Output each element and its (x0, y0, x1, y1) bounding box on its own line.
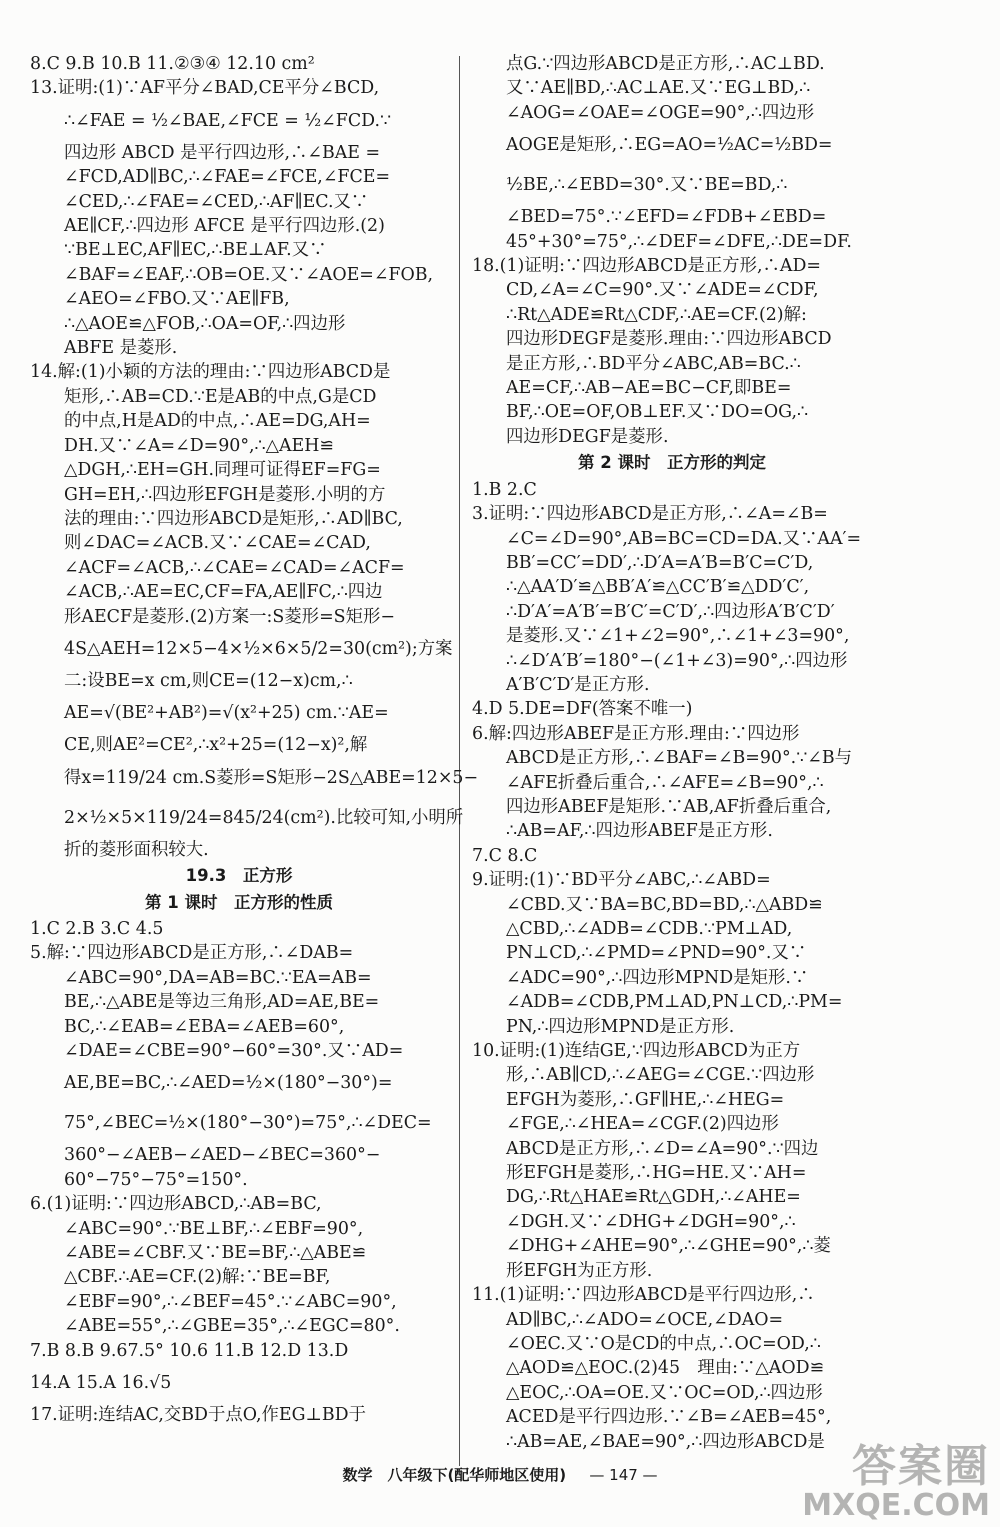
answer-line: 7.C 8.C (472, 845, 538, 866)
answer-line: 折的菱形面积较大. (64, 839, 209, 860)
answer-line: BB′=CC′=DD′,∴D′A=A′B=B′C=C′D, (506, 552, 814, 573)
answer-line: ∵BE⊥EC,AF∥EC,∴BE⊥AF.又∵ (64, 240, 327, 261)
answer-line: AOGE是矩形,∴EG=AO=½AC=½BD= (506, 135, 833, 156)
answer-line: 形EFGH为正方形. (506, 1260, 653, 1281)
answer-line: ∴∠D′A′B′=180°−(∠1+∠3)=90°,∴四边形 (506, 650, 848, 671)
answer-line: 点G.∵四边形ABCD是正方形,∴AC⊥BD. (506, 54, 825, 74)
answer-line: 360°−∠AEB−∠AED−∠BEC=360°− (64, 1145, 381, 1166)
answer-line: 45°+30°=75°,∴∠DEF=∠DFE,∴DE=DF. (506, 231, 852, 252)
answer-line: CE,则AE²=CE²,∴x²+25=(12−x)²,解 (64, 735, 368, 756)
lesson2-title: 第 2 课时 正方形的判定 (578, 453, 766, 473)
answer-line: △CBD,∴∠ADB=∠CDB.∵PM⊥AD, (506, 919, 793, 939)
answer-line: BF,∴OE=OF,OB⊥EF.又∵DO=OG,∴ (506, 402, 809, 423)
answer-line: ∴∠FAE = ½∠BAE,∠FCE = ½∠FCD.∵ (64, 110, 392, 131)
answer-line: ∠AOG=∠OAE=∠OGE=90°,∴四边形 (506, 102, 815, 123)
answer-line: ABFE 是菱形. (64, 338, 178, 359)
answer-line: △AOD≌△EOC.(2)45 理由:∵△AOD≌ (506, 1358, 825, 1379)
answer-line: ½BE,∴∠EBD=30°.又∵BE=BD,∴ (506, 175, 788, 196)
answer-line: PN⊥CD,∴∠PMD=∠PND=90°.又∵ (506, 943, 807, 964)
answer-line: 14.A 15.A 16.√5 (30, 1373, 172, 1394)
answer-line: 是菱形.又∵∠1+∠2=90°,∴∠1+∠3=90°, (506, 626, 850, 647)
answer-line: ∠BAF=∠EAF,∴OB=OE.又∵∠AOE=∠FOB, (64, 264, 434, 285)
answer-line: ∠DAE=∠CBE=90°−60°=30°.又∵AD= (64, 1041, 404, 1061)
answer-line: 7.B 8.B 9.67.5° 10.6 11.B 12.D 13.D (30, 1340, 349, 1361)
answer-line: 9.证明:(1)∵BD平分∠ABC,∴∠ABD= (472, 870, 771, 891)
answer-line: 2×½×5×119/24=845/24(cm²).比较可知,小明所 (64, 807, 464, 828)
answer-line: AE∥CF,∴四边形 AFCE 是平行四边形.(2) (64, 216, 385, 237)
answer-line: CD,∠A=∠C=90°.又∵∠ADE=∠CDF, (506, 280, 819, 301)
answer-line: ∠EBF=90°,∴∠BEF=45°.∵∠ABC=90°, (64, 1291, 397, 1312)
answer-line: 是正方形,∴BD平分∠ABC,AB=BC.∴ (506, 353, 801, 374)
answer-line: ∠ABE=55°,∴∠GBE=35°,∴∠EGC=80°. (64, 1316, 400, 1337)
answer-line: 四边形ABEF是矩形.∵AB,AF折叠后重合, (506, 796, 832, 817)
answer-line: ∠ABC=90°.∵BE⊥BF,∴∠EBF=90°, (64, 1218, 364, 1239)
answer-line: 则∠DAC=∠ACB.又∵∠CAE=∠CAD, (64, 533, 371, 554)
answer-line: GH=EH,∴四边形EFGH是菱形.小明的方 (64, 484, 386, 505)
answer-line: ∠CBD.又∵BA=BC,BD=BD,∴△ABD≌ (506, 894, 823, 915)
footer-subject: 数学 八年级下(配华师地区使用) (342, 1466, 567, 1484)
answer-line: ∴AB=AF,∴四边形ABEF是正方形. (506, 821, 773, 842)
lesson1-title: 第 1 课时 正方形的性质 (145, 892, 333, 912)
watermark-line2: MXQE.COM (802, 1488, 990, 1523)
answer-line: ∴△AA′D′≌△BB′A′≌△CC′B′≌△DD′C′, (506, 577, 810, 598)
answer-line: AE=√(BE²+AB²)=√(x²+25) cm.∵AE= (64, 703, 389, 724)
right-column (472, 52, 872, 1454)
answer-line: ∠BED=75°.∵∠EFD=∠FDB+∠EBD= (506, 207, 827, 228)
answer-line: 4S△AEH=12×5−4×½×6×5/2=30(cm²);方案 (64, 638, 453, 659)
answer-line: ∠AEO=∠FBO.又∵AE∥FB, (64, 289, 290, 310)
answer-line: △DGH,∴EH=GH.同理可证得EF=FG= (64, 460, 381, 481)
section-title: 19.3 正方形 (185, 866, 293, 886)
answer-line: 矩形,∴AB=CD.∵E是AB的中点,G是CD (64, 386, 377, 407)
answer-line: 13.证明:(1)∵AF平分∠BAD,CE平分∠BCD, (30, 78, 380, 99)
answer-line: AD∥BC,∴∠ADO=∠OCE,∠DAO= (506, 1309, 784, 1330)
answer-line: DG,∴Rt△HAE≌Rt△GDH,∴∠AHE= (506, 1187, 801, 1208)
answer-line: 14.解:(1)小颖的方法的理由:∵四边形ABCD是 (30, 362, 391, 383)
watermark-logo (802, 1430, 990, 1523)
answer-line: ∠DHG+∠AHE=90°,∴∠GHE=90°,∴菱 (506, 1236, 831, 1257)
answer-line: ACED是平行四边形.∵∠B=∠AEB=45°, (506, 1407, 832, 1428)
left-column (30, 52, 479, 1427)
answer-line: ∠FCD,AD∥BC,∴∠FAE=∠FCE,∠FCE= (64, 167, 391, 188)
answer-line: 形EFGH是菱形,∴HG=HE.又∵AH= (506, 1163, 807, 1184)
answer-line: 形AECF是菱形.(2)方案一:S菱形=S矩形− (64, 606, 395, 627)
answer-line: A′B′C′D′是正方形. (506, 674, 650, 695)
answer-line: ∠ACF=∠ACB,∴∠CAE=∠CAD=∠ACF= (64, 557, 405, 578)
page-number: — 147 — (589, 1466, 658, 1484)
answer-line: 5.解:∵四边形ABCD是正方形,∴∠DAB= (30, 943, 354, 964)
answer-line: ABCD是正方形,∴∠D=∠A=90°.∵四边 (506, 1138, 819, 1159)
answer-line: ABCD是正方形,∴∠BAF=∠B=90°.∵∠B与 (506, 748, 853, 769)
answer-line: ∠ADC=90°,∴四边形MPND是矩形.∵ (506, 967, 809, 988)
answer-line: ∠C=∠D=90°,AB=BC=CD=DA.又∵AA′= (506, 528, 862, 549)
answer-line: △EOC,∴OA=OE.又∵OC=OD,∴四边形 (506, 1382, 823, 1403)
answer-line: 60°−75°−75°=150°. (64, 1169, 248, 1190)
answer-line: 又∵AE∥BD,∴AC⊥AE.又∵EG⊥BD,∴ (506, 78, 811, 99)
answer-line: AE,BE=BC,∴∠AED=½×(180°−30°)= (64, 1073, 393, 1094)
answer-line: ∠CED,∴∠FAE=∠CED,∴AF∥EC.又∵ (64, 191, 369, 212)
answer-line: ∴Rt△ADE≌Rt△CDF,∴AE=CF.(2)解: (506, 304, 807, 325)
answer-line: BE,∴△ABE是等边三角形,AD=AE,BE= (64, 992, 380, 1013)
answer-line: 法的理由:∵四边形ABCD是矩形,∴AD∥BC, (64, 508, 403, 529)
answer-line: 二:设BE=x cm,则CE=(12−x)cm,∴ (64, 670, 353, 691)
answer-line: 75°,∠BEC=½×(180°−30°)=75°,∴∠DEC= (64, 1113, 432, 1134)
answer-line: 6.解:四边形ABEF是正方形.理由:∵四边形 (472, 723, 800, 744)
answer-line: ∠AFE折叠后重合,∴∠AFE=∠B=90°,∴ (506, 772, 824, 793)
answer-line: DH.又∵∠A=∠D=90°,∴△AEH≌ (64, 435, 334, 456)
answer-line: 4.D 5.DE=DF(答案不唯一) (472, 699, 693, 720)
answer-line: 6.(1)证明:∵四边形ABCD,∴AB=BC, (30, 1194, 322, 1215)
answer-line: 11.(1)证明:∵四边形ABCD是平行四边形,∴ (472, 1285, 815, 1306)
answer-line: 四边形DEGF是菱形. (506, 426, 669, 447)
answer-line: AE=CF,∴AB−AE=BC−CF,即BE= (506, 378, 792, 399)
answer-line: 得x=119/24 cm.S菱形=S矩形−2S△ABE=12×5− (64, 767, 479, 788)
answer-line: 18.(1)证明:∵四边形ABCD是正方形,∴AD= (472, 256, 821, 277)
answer-line: 10.证明:(1)连结GE,∵四边形ABCD为正方 (472, 1041, 801, 1062)
answer-line: 四边形DEGF是菱形.理由:∵四边形ABCD (506, 329, 832, 350)
answer-line: ∠ABE=∠CBF.又∵BE=BF,∴△ABE≌ (64, 1243, 367, 1264)
answer-line: 的中点,H是AD的中点,∴AE=DG,AH= (64, 411, 371, 432)
answer-line: ∠FGE,∴∠HEA=∠CGF.(2)四边形 (506, 1114, 779, 1135)
answer-line: ∠ABC=90°,DA=AB=BC.∵EA=AB= (64, 967, 372, 988)
answer-line: ∴AB=AE,∠BAE=90°,∴四边形ABCD是 (506, 1431, 825, 1452)
answer-line: 四边形 ABCD 是平行四边形,∴∠BAE = (64, 142, 381, 163)
answer-line: ∠OEC.又∵O是CD的中点,∴OC=OD,∴ (506, 1333, 821, 1354)
answer-line: BC,∴∠EAB=∠EBA=∠AEB=60°, (64, 1016, 345, 1037)
answer-line: 3.证明:∵四边形ABCD是正方形,∴∠A=∠B= (472, 504, 828, 525)
answer-line: ∴D′A′=A′B′=B′C′=C′D′,∴四边形A′B′C′D′ (506, 601, 835, 622)
answer-line: EFGH为菱形,∴GF∥HE,∴∠HEG= (506, 1089, 785, 1110)
answer-line: 1.B 2.C (472, 479, 537, 500)
answer-line: 17.证明:连结AC,交BD于点O,作EG⊥BD于 (30, 1405, 366, 1426)
answer-line: 8.C 9.B 10.B 11.②③④ 12.10 cm² (30, 54, 315, 74)
answer-line: PN,∴四边形MPND是正方形. (506, 1016, 735, 1037)
answer-line: △CBF.∴AE=CF.(2)解:∵BE=BF, (64, 1267, 331, 1288)
watermark-line1: 答案圈 (852, 1441, 990, 1492)
answer-line: ∠ACB,∴AE=EC,CF=FA,AE∥FC,∴四边 (64, 582, 383, 603)
answer-line: 1.C 2.B 3.C 4.5 (30, 918, 164, 939)
answer-line: 形,∴AB∥CD,∴∠AEG=∠CGE.∵四边形 (506, 1065, 815, 1086)
answer-line: ∠ADB=∠CDB,PM⊥AD,PN⊥CD,∴PM= (506, 992, 843, 1013)
answer-line: ∴△AOE≌△FOB,∴OA=OF,∴四边形 (64, 313, 346, 334)
answer-line: ∠DGH.又∵∠DHG+∠DGH=90°,∴ (506, 1211, 796, 1232)
